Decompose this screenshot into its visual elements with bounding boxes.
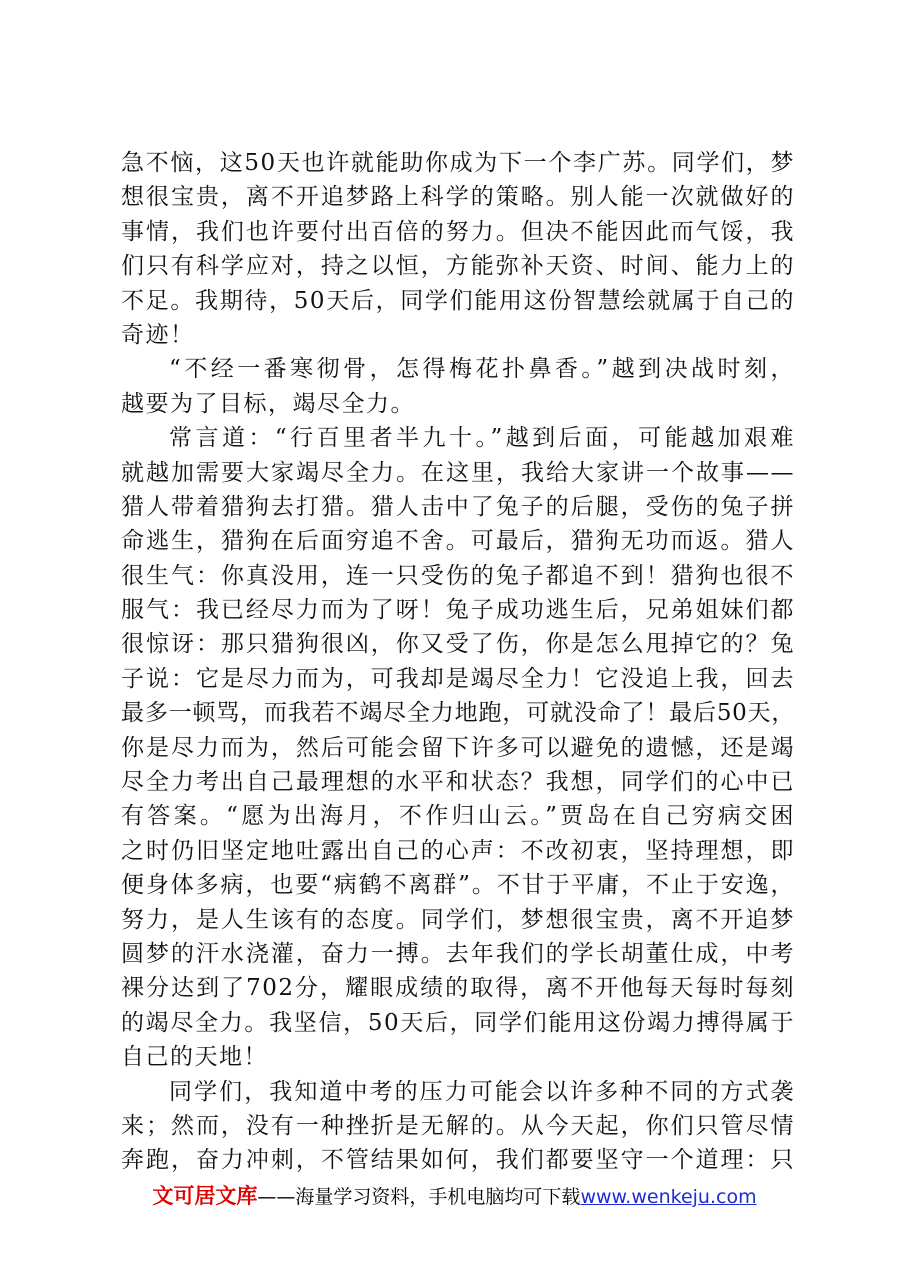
text-line: 猎人带着猎狗去打猎。猎人击中了兔子的后腿，受伤的兔子拼 [121,493,795,520]
text-line: 之时仍旧坚定地吐露出自己的心声：不改初衷，坚持理想，即 [121,837,795,864]
text-line: 便身体多病，也要“病鹤不离群”。不甘于平庸，不止于安逸， [121,872,795,899]
text-line: 圆梦的汗水浇灌，奋力一搏。去年我们的学长胡董仕成，中考 [121,940,795,967]
text-line: 你是尽力而为，然后可能会留下许多可以避免的遗憾，还是竭 [121,734,795,761]
footer-brand: 文可居文库 [152,1184,258,1208]
text-line: 最多一顿骂，而我若不竭尽全力地跑，可就没命了！最后50天， [121,700,795,727]
text-line: 很惊讶：那只猎狗很凶，你又受了伤，你是怎么甩掉它的？兔 [121,631,795,658]
text-line: 不足。我期待，50天后，同学们能用这份智慧绘就属于自己的 [121,287,795,314]
text-line: 命逃生，猎狗在后面穷追不舍。可最后，猎狗无功而返。猎人 [121,528,795,555]
text-line: 奇迹！ [121,321,195,348]
text-line: 越要为了目标，竭尽全力。 [121,390,415,417]
text-line: 服气：我已经尽力而为了呀！兔子成功逃生后，兄弟姐妹们都 [121,597,795,624]
text-line: 的竭尽全力。我坚信，50天后，同学们能用这份竭力搏得属于 [121,1009,795,1036]
text-line: 有答案。“愿为出海月，不作归山云。”贾岛在自己穷病交困 [121,803,795,830]
footer-tagline: ——海量学习资料，手机电脑均可下载 [257,1186,581,1208]
text-line: 努力，是人生该有的态度。同学们，梦想很宝贵，离不开追梦 [121,906,795,933]
text-line: 子说：它是尽力而为，可我却是竭尽全力！它没追上我，回去 [121,665,795,692]
text-line: 裸分达到了702分，耀眼成绩的取得，离不开他每天每时每刻 [121,975,795,1002]
document-body [121,146,795,1178]
text-line: 常言道：“行百里者半九十。”越到后面，可能越加艰难 [169,425,795,452]
text-line: 尽全力考出自己最理想的水平和状态？我想，同学们的心中已 [121,769,795,796]
text-line: 们只有科学应对，持之以恒，方能弥补天资、时间、能力上的 [121,253,795,280]
text-line: 事情，我们也许要付出百倍的努力。但决不能因此而气馁，我 [121,218,795,245]
footer-link[interactable]: www.wenkeju.com [580,1186,757,1208]
footer-banner [0,1180,909,1210]
text-line: 想很宝贵，离不开追梦路上科学的策略。别人能一次就做好的 [121,184,795,211]
text-line: 急不恼，这50天也许就能助你成为下一个李广苏。同学们，梦 [121,150,795,176]
text-line: 同学们，我知道中考的压力可能会以许多种不同的方式袭 [169,1078,795,1105]
text-line: 很生气：你真没用，连一只受伤的兔子都追不到！猎狗也很不 [121,562,795,589]
text-line: 就越加需要大家竭尽全力。在这里，我给大家讲一个故事—— [121,459,795,486]
text-line: 自己的天地！ [121,1044,268,1071]
text-line: 来；然而，没有一种挫折是无解的。从今天起，你们只管尽情 [121,1112,795,1139]
text-line: 奔跑，奋力冲刺，不管结果如何，我们都要坚守一个道理：只 [121,1147,795,1174]
text-line: “不经一番寒彻骨，怎得梅花扑鼻香。”越到决战时刻， [169,356,795,383]
